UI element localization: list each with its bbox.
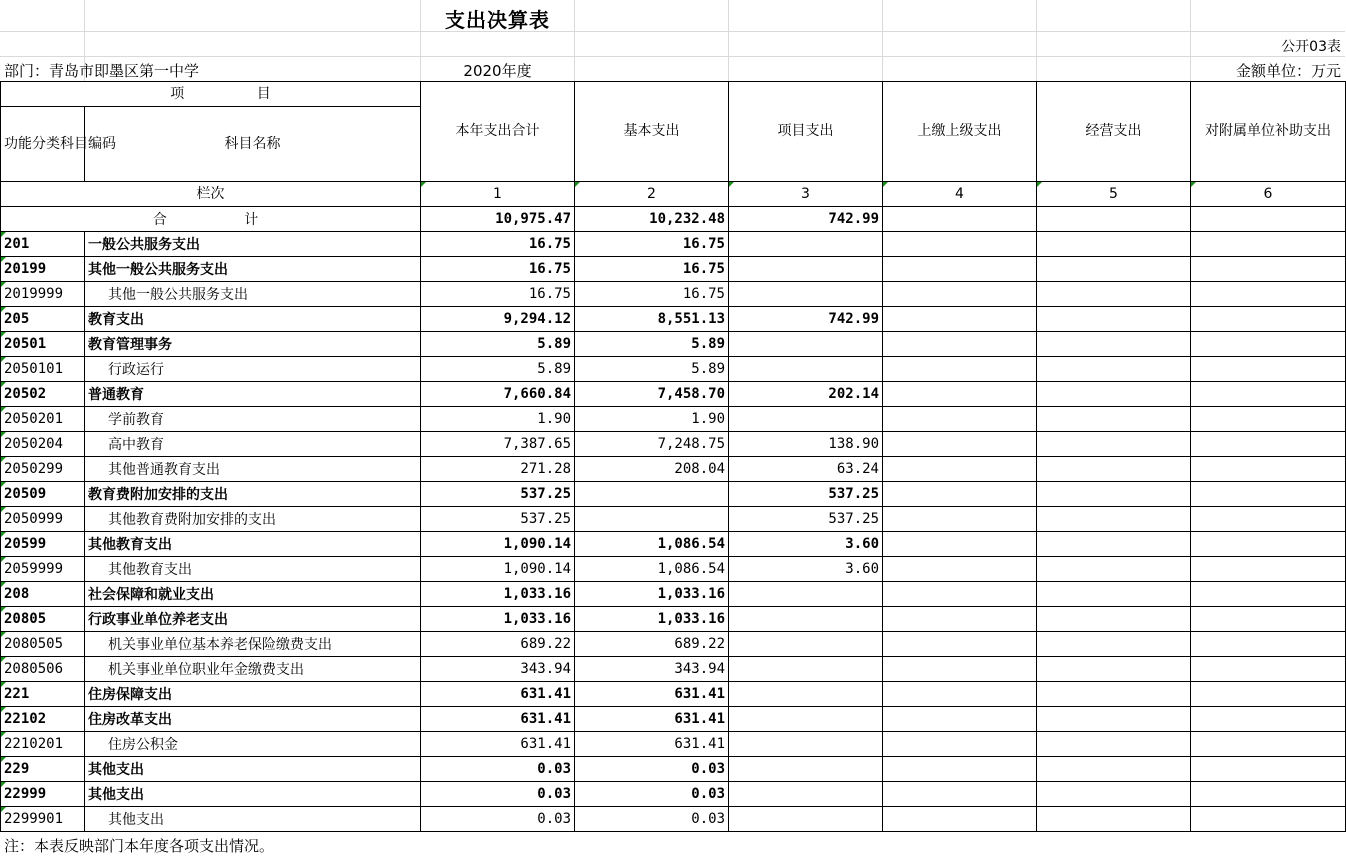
row-remit <box>883 782 1037 807</box>
row-total: 1,033.16 <box>421 607 575 632</box>
row-basic: 689.22 <box>575 632 729 657</box>
row-business <box>1037 257 1191 282</box>
row-basic: 8,551.13 <box>575 307 729 332</box>
row-business <box>1037 332 1191 357</box>
col-header-6: 对附属单位补助支出 <box>1191 82 1346 182</box>
row-basic: 631.41 <box>575 732 729 757</box>
row-name: 住房保障支出 <box>85 682 421 707</box>
row-project <box>729 807 883 832</box>
row-code: 205 <box>1 307 85 332</box>
row-remit <box>883 807 1037 832</box>
row-name: 机关事业单位职业年金缴费支出 <box>85 657 421 682</box>
row-name: 学前教育 <box>85 407 421 432</box>
row-total: 7,387.65 <box>421 432 575 457</box>
row-remit <box>883 557 1037 582</box>
row-basic <box>575 507 729 532</box>
row-total: 1.90 <box>421 407 575 432</box>
table-row <box>1 632 1346 657</box>
row-total: 343.94 <box>421 657 575 682</box>
row-business <box>1037 782 1191 807</box>
row-name: 社会保障和就业支出 <box>85 582 421 607</box>
row-business <box>1037 632 1191 657</box>
row-basic: 1,033.16 <box>575 607 729 632</box>
row-total: 5.89 <box>421 357 575 382</box>
row-business <box>1037 532 1191 557</box>
row-project <box>729 582 883 607</box>
row-project <box>729 282 883 307</box>
row-business <box>1037 682 1191 707</box>
table-row <box>1 757 1346 782</box>
row-subsidy <box>1191 257 1346 282</box>
row-name: 住房改革支出 <box>85 707 421 732</box>
row-subsidy <box>1191 582 1346 607</box>
row-basic: 1,086.54 <box>575 532 729 557</box>
header-row-item <box>1 82 1346 107</box>
table-row <box>1 807 1346 832</box>
row-code: 201 <box>1 232 85 257</box>
row-code: 208 <box>1 582 85 607</box>
row-subsidy <box>1191 707 1346 732</box>
table-row <box>1 332 1346 357</box>
page-title: 支出决算表 <box>445 8 550 32</box>
row-remit <box>883 732 1037 757</box>
form-number: 公开03表 <box>1281 39 1341 55</box>
row-project <box>729 407 883 432</box>
total-label-b: 计 <box>244 212 259 228</box>
row-total: 0.03 <box>421 757 575 782</box>
row-project <box>729 257 883 282</box>
row-remit <box>883 582 1037 607</box>
row-remit <box>883 632 1037 657</box>
row-business <box>1037 232 1191 257</box>
col-number-1: 1 <box>421 182 575 207</box>
row-subsidy <box>1191 757 1346 782</box>
row-name: 其他一般公共服务支出 <box>85 282 421 307</box>
table-row <box>1 457 1346 482</box>
row-business <box>1037 582 1191 607</box>
row-code: 221 <box>1 682 85 707</box>
row-project: 537.25 <box>729 507 883 532</box>
row-subsidy <box>1191 607 1346 632</box>
amount-unit: 金额单位：万元 <box>1235 62 1341 80</box>
row-project <box>729 657 883 682</box>
row-code: 22999 <box>1 782 85 807</box>
row-project <box>729 357 883 382</box>
row-total: 631.41 <box>421 682 575 707</box>
row-code: 2019999 <box>1 282 85 307</box>
row-code: 2050101 <box>1 357 85 382</box>
table-row <box>1 382 1346 407</box>
table-row <box>1 607 1346 632</box>
row-remit <box>883 432 1037 457</box>
row-code: 2080505 <box>1 632 85 657</box>
row-subsidy <box>1191 632 1346 657</box>
row-subsidy <box>1191 307 1346 332</box>
table-row <box>1 682 1346 707</box>
table-row <box>1 482 1346 507</box>
row-name: 住房公积金 <box>85 732 421 757</box>
row-subsidy <box>1191 357 1346 382</box>
column-number-row <box>1 182 1346 207</box>
row-name: 其他支出 <box>85 782 421 807</box>
row-name: 行政运行 <box>85 357 421 382</box>
row-basic: 7,248.75 <box>575 432 729 457</box>
row-name: 其他一般公共服务支出 <box>85 257 421 282</box>
row-code: 20502 <box>1 382 85 407</box>
row-basic: 16.75 <box>575 257 729 282</box>
row-subsidy <box>1191 332 1346 357</box>
row-basic: 7,458.70 <box>575 382 729 407</box>
row-subsidy <box>1191 557 1346 582</box>
row-remit <box>883 407 1037 432</box>
row-remit <box>883 307 1037 332</box>
row-remit <box>883 357 1037 382</box>
row-project <box>729 732 883 757</box>
row-basic: 16.75 <box>575 282 729 307</box>
row-project <box>729 682 883 707</box>
table-row <box>1 557 1346 582</box>
row-subsidy <box>1191 432 1346 457</box>
table-row <box>1 232 1346 257</box>
row-total: 1,090.14 <box>421 532 575 557</box>
row-remit <box>883 257 1037 282</box>
row-business <box>1037 607 1191 632</box>
total-c2: 10,232.48 <box>575 207 729 232</box>
row-business <box>1037 407 1191 432</box>
row-name: 其他普通教育支出 <box>85 457 421 482</box>
row-business <box>1037 457 1191 482</box>
col-number-5: 5 <box>1037 182 1191 207</box>
row-subsidy <box>1191 282 1346 307</box>
row-total: 0.03 <box>421 807 575 832</box>
row-total: 537.25 <box>421 507 575 532</box>
total-c3: 742.99 <box>729 207 883 232</box>
row-business <box>1037 732 1191 757</box>
row-code: 2299901 <box>1 807 85 832</box>
row-project: 3.60 <box>729 532 883 557</box>
row-basic: 16.75 <box>575 232 729 257</box>
fiscal-year: 2020年度 <box>463 62 532 80</box>
row-subsidy <box>1191 732 1346 757</box>
row-code: 2050999 <box>1 507 85 532</box>
row-basic: 631.41 <box>575 707 729 732</box>
row-subsidy <box>1191 232 1346 257</box>
row-subsidy <box>1191 532 1346 557</box>
row-project: 742.99 <box>729 307 883 332</box>
row-project: 3.60 <box>729 557 883 582</box>
department-label: 部门：青岛市即墨区第一中学 <box>4 62 200 80</box>
footnote: 注：本表反映部门本年度各项支出情况。 <box>4 837 275 855</box>
row-basic: 1.90 <box>575 407 729 432</box>
row-code: 22102 <box>1 707 85 732</box>
row-name: 行政事业单位养老支出 <box>85 607 421 632</box>
col-number-3: 3 <box>729 182 883 207</box>
row-total: 537.25 <box>421 482 575 507</box>
row-project <box>729 782 883 807</box>
row-basic <box>575 482 729 507</box>
row-business <box>1037 707 1191 732</box>
col-header-5: 经营支出 <box>1037 82 1191 182</box>
row-business <box>1037 432 1191 457</box>
row-name: 机关事业单位基本养老保险缴费支出 <box>85 632 421 657</box>
row-project: 202.14 <box>729 382 883 407</box>
row-business <box>1037 807 1191 832</box>
row-basic: 5.89 <box>575 332 729 357</box>
row-business <box>1037 382 1191 407</box>
expenditure-table <box>0 81 1346 832</box>
table-row <box>1 257 1346 282</box>
row-remit <box>883 682 1037 707</box>
row-business <box>1037 282 1191 307</box>
row-basic: 1,033.16 <box>575 582 729 607</box>
row-remit <box>883 657 1037 682</box>
row-code: 20501 <box>1 332 85 357</box>
row-remit <box>883 457 1037 482</box>
table-row <box>1 407 1346 432</box>
row-code: 20509 <box>1 482 85 507</box>
row-name: 其他教育支出 <box>85 557 421 582</box>
total-label-a: 合 <box>152 212 167 228</box>
row-total: 1,033.16 <box>421 582 575 607</box>
row-project <box>729 232 883 257</box>
table-row <box>1 657 1346 682</box>
row-total: 16.75 <box>421 282 575 307</box>
header-item-a: 项 <box>170 85 185 102</box>
row-project <box>729 632 883 657</box>
row-total: 1,090.14 <box>421 557 575 582</box>
total-row <box>1 207 1346 232</box>
header-item-b: 目 <box>256 85 271 102</box>
row-business <box>1037 482 1191 507</box>
table-row <box>1 532 1346 557</box>
row-subsidy <box>1191 782 1346 807</box>
func-code-header: 功能分类科目编码 <box>1 107 85 182</box>
row-label: 栏次 <box>1 182 421 207</box>
row-basic: 5.89 <box>575 357 729 382</box>
row-name: 教育费附加安排的支出 <box>85 482 421 507</box>
table-row <box>1 432 1346 457</box>
row-name: 教育支出 <box>85 307 421 332</box>
table-row <box>1 507 1346 532</box>
row-remit <box>883 382 1037 407</box>
row-project <box>729 607 883 632</box>
row-basic: 343.94 <box>575 657 729 682</box>
col-header-3: 项目支出 <box>729 82 883 182</box>
row-basic: 1,086.54 <box>575 557 729 582</box>
table-row <box>1 307 1346 332</box>
row-name: 教育管理事务 <box>85 332 421 357</box>
row-remit <box>883 532 1037 557</box>
row-total: 16.75 <box>421 232 575 257</box>
row-code: 2050201 <box>1 407 85 432</box>
table-row <box>1 282 1346 307</box>
row-total: 7,660.84 <box>421 382 575 407</box>
table-row <box>1 582 1346 607</box>
row-basic: 0.03 <box>575 757 729 782</box>
row-code: 229 <box>1 757 85 782</box>
col-number-4: 4 <box>883 182 1037 207</box>
row-business <box>1037 357 1191 382</box>
row-name: 普通教育 <box>85 382 421 407</box>
row-business <box>1037 307 1191 332</box>
row-name: 一般公共服务支出 <box>85 232 421 257</box>
row-business <box>1037 657 1191 682</box>
row-total: 5.89 <box>421 332 575 357</box>
col-header-4: 上缴上级支出 <box>883 82 1037 182</box>
row-name: 其他支出 <box>85 757 421 782</box>
row-basic: 208.04 <box>575 457 729 482</box>
row-code: 2050204 <box>1 432 85 457</box>
row-remit <box>883 757 1037 782</box>
col-number-6: 6 <box>1191 182 1346 207</box>
row-code: 2050299 <box>1 457 85 482</box>
row-code: 2059999 <box>1 557 85 582</box>
row-basic: 631.41 <box>575 682 729 707</box>
col-header-2: 基本支出 <box>575 82 729 182</box>
row-remit <box>883 282 1037 307</box>
row-project: 138.90 <box>729 432 883 457</box>
row-name: 其他教育费附加安排的支出 <box>85 507 421 532</box>
row-name: 高中教育 <box>85 432 421 457</box>
row-code: 2080506 <box>1 657 85 682</box>
row-subsidy <box>1191 682 1346 707</box>
row-total: 689.22 <box>421 632 575 657</box>
row-project: 63.24 <box>729 457 883 482</box>
row-total: 0.03 <box>421 782 575 807</box>
row-total: 271.28 <box>421 457 575 482</box>
row-remit <box>883 332 1037 357</box>
row-subsidy <box>1191 407 1346 432</box>
row-subsidy <box>1191 382 1346 407</box>
row-project <box>729 757 883 782</box>
row-subsidy <box>1191 657 1346 682</box>
row-remit <box>883 707 1037 732</box>
row-project: 537.25 <box>729 482 883 507</box>
row-remit <box>883 607 1037 632</box>
row-project <box>729 332 883 357</box>
row-total: 16.75 <box>421 257 575 282</box>
row-code: 2210201 <box>1 732 85 757</box>
row-remit <box>883 482 1037 507</box>
row-code: 20199 <box>1 257 85 282</box>
row-subsidy <box>1191 807 1346 832</box>
table-row <box>1 782 1346 807</box>
row-total: 9,294.12 <box>421 307 575 332</box>
row-name: 其他教育支出 <box>85 532 421 557</box>
row-code: 20599 <box>1 532 85 557</box>
subject-name-header: 科目名称 <box>85 107 421 182</box>
row-total: 631.41 <box>421 732 575 757</box>
row-remit <box>883 232 1037 257</box>
total-c1: 10,975.47 <box>421 207 575 232</box>
row-total: 631.41 <box>421 707 575 732</box>
row-basic: 0.03 <box>575 782 729 807</box>
row-project <box>729 707 883 732</box>
row-name: 其他支出 <box>85 807 421 832</box>
row-business <box>1037 757 1191 782</box>
row-business <box>1037 557 1191 582</box>
table-row <box>1 707 1346 732</box>
table-row <box>1 357 1346 382</box>
row-business <box>1037 507 1191 532</box>
row-basic: 0.03 <box>575 807 729 832</box>
col-number-2: 2 <box>575 182 729 207</box>
row-subsidy <box>1191 457 1346 482</box>
row-remit <box>883 507 1037 532</box>
col-header-1: 本年支出合计 <box>421 82 575 182</box>
row-code: 20805 <box>1 607 85 632</box>
row-subsidy <box>1191 482 1346 507</box>
table-row <box>1 732 1346 757</box>
sheet-gridlines <box>0 0 1345 82</box>
row-subsidy <box>1191 507 1346 532</box>
